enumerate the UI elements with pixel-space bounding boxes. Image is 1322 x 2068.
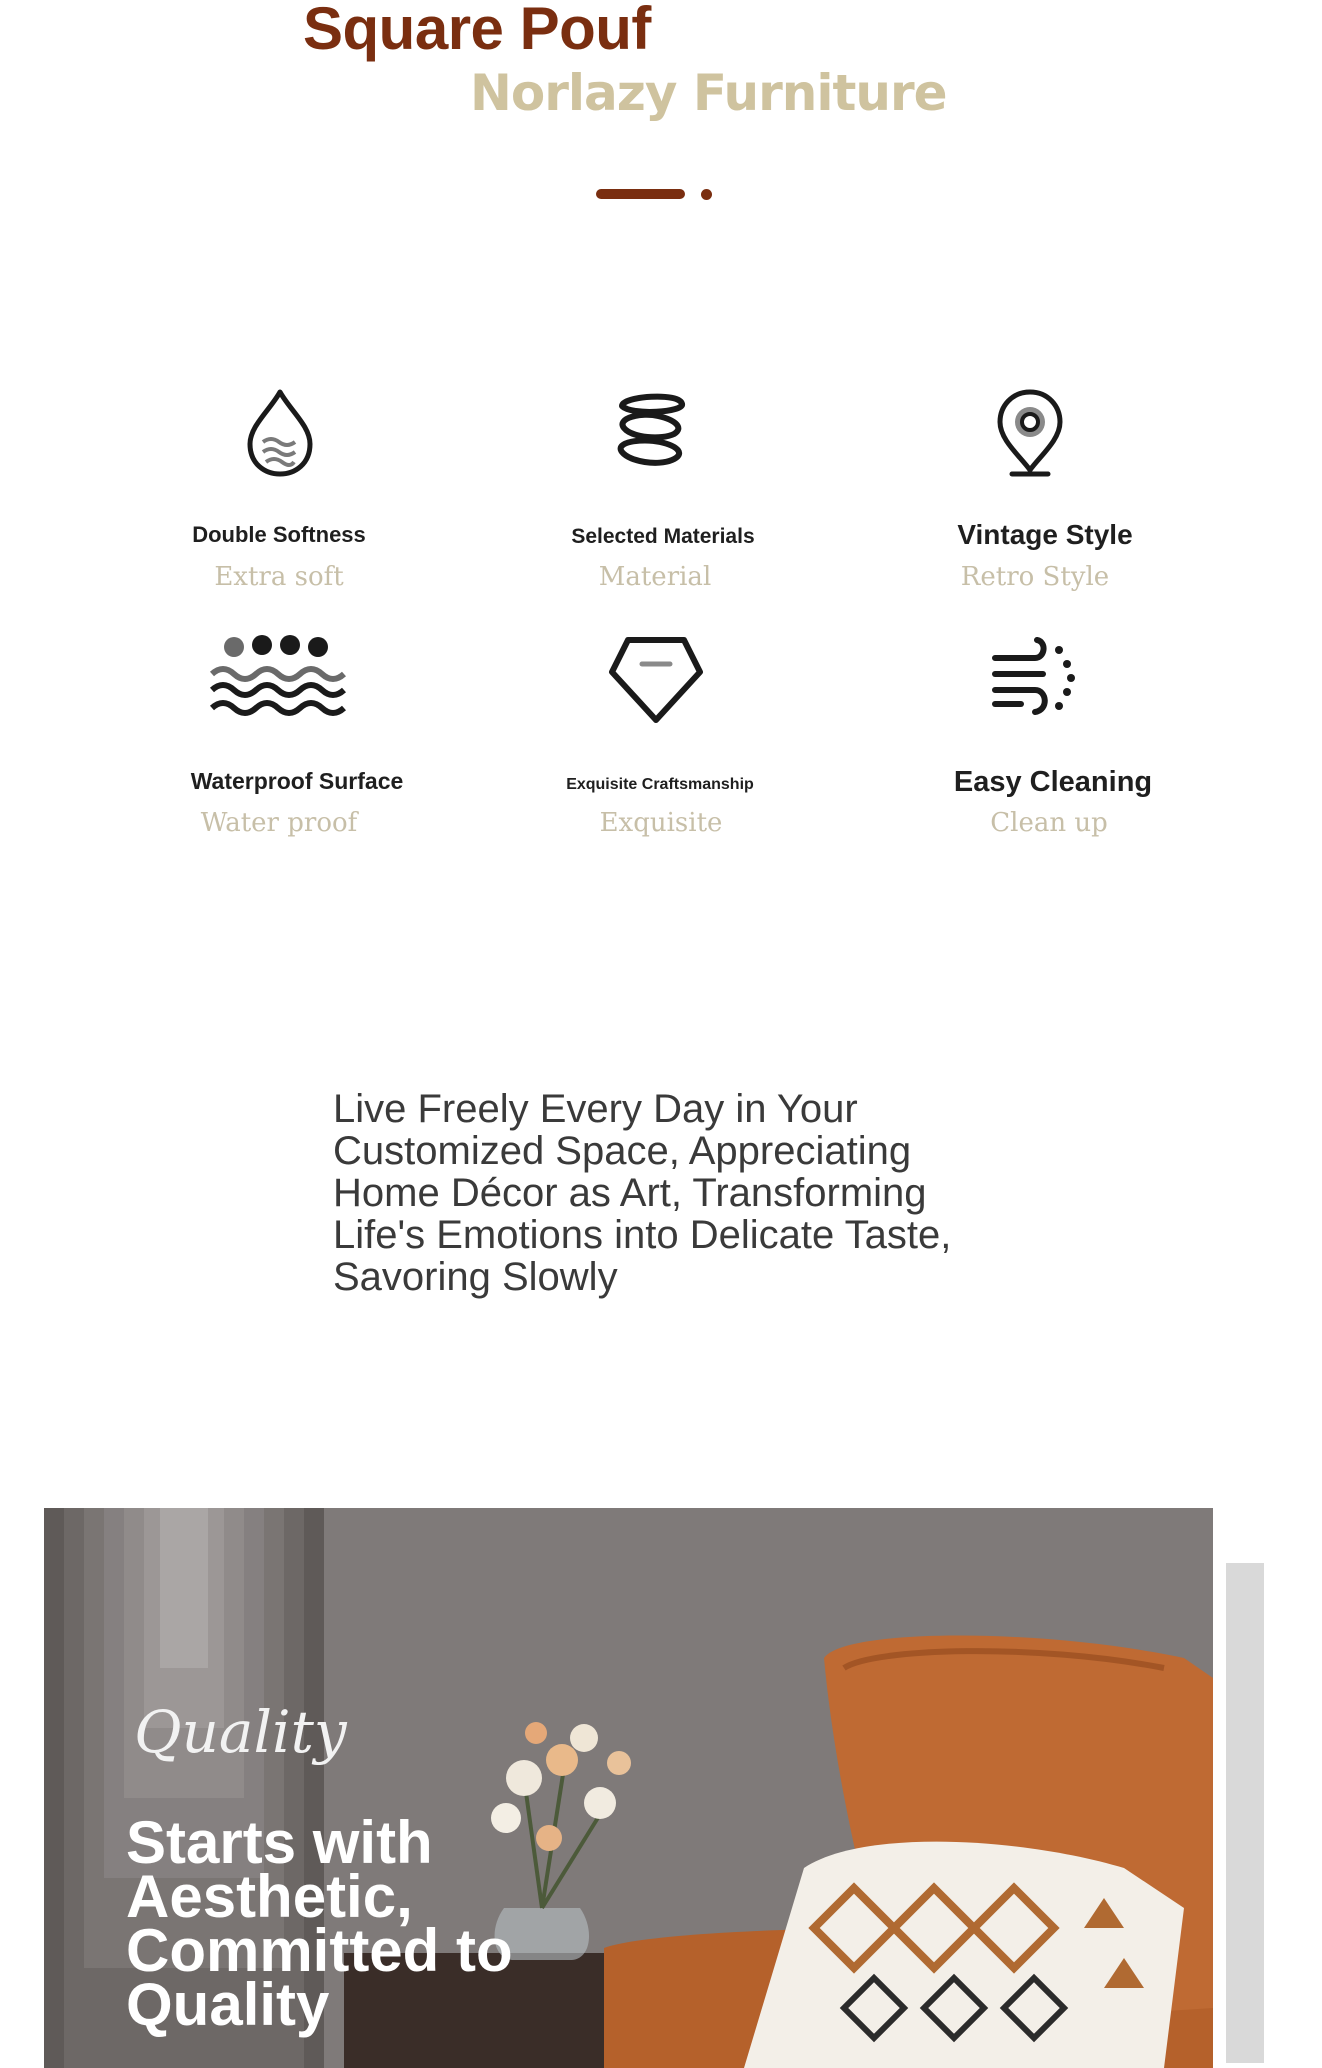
title-divider-dot xyxy=(701,189,712,200)
feature-subtitle: Clean up xyxy=(990,808,1108,838)
title-divider-bar xyxy=(596,189,685,199)
page-title: Square Pouf xyxy=(303,0,651,62)
side-scroll-strip xyxy=(1226,1563,1264,2063)
feature-subtitle: Retro Style xyxy=(960,562,1110,592)
wind-icon xyxy=(985,628,1085,728)
hero-heading-line: Starts with xyxy=(126,1809,433,1876)
layers-icon xyxy=(602,382,702,482)
feature-subtitle: Material xyxy=(598,562,712,592)
hero-heading-line: Quality xyxy=(126,1971,330,2038)
water-waves-icon xyxy=(206,630,346,720)
hero-heading-line: Committed to xyxy=(126,1917,513,1984)
feature-title: Exquisite Craftsmanship xyxy=(566,776,754,793)
location-pin-icon xyxy=(980,382,1080,482)
water-drop-icon xyxy=(230,382,330,482)
hero-heading-line: Aesthetic, xyxy=(126,1863,413,1930)
feature-title: Double Softness xyxy=(192,522,366,547)
feature-title: Vintage Style xyxy=(957,519,1133,550)
feature-subtitle: Extra soft xyxy=(214,562,344,592)
feature-title: Selected Materials xyxy=(571,525,755,548)
tagline: Live Freely Every Day in Your Customized Space, Appreciating Home Décor as Art, Transforming Life's Emotions into Delicate Taste, Savoring Slowly xyxy=(333,1087,952,1299)
feature-subtitle: Water proof xyxy=(200,808,358,838)
hero-script-word: Quality xyxy=(134,1698,347,1766)
brand-name: Norlazy Furniture xyxy=(470,64,947,122)
diamond-icon xyxy=(606,628,706,728)
feature-title: Easy Cleaning xyxy=(953,766,1153,798)
hero-banner xyxy=(44,1508,1213,2068)
feature-title: Waterproof Surface xyxy=(190,768,404,794)
feature-subtitle: Exquisite xyxy=(599,808,723,838)
hero-heading xyxy=(126,1809,686,2038)
